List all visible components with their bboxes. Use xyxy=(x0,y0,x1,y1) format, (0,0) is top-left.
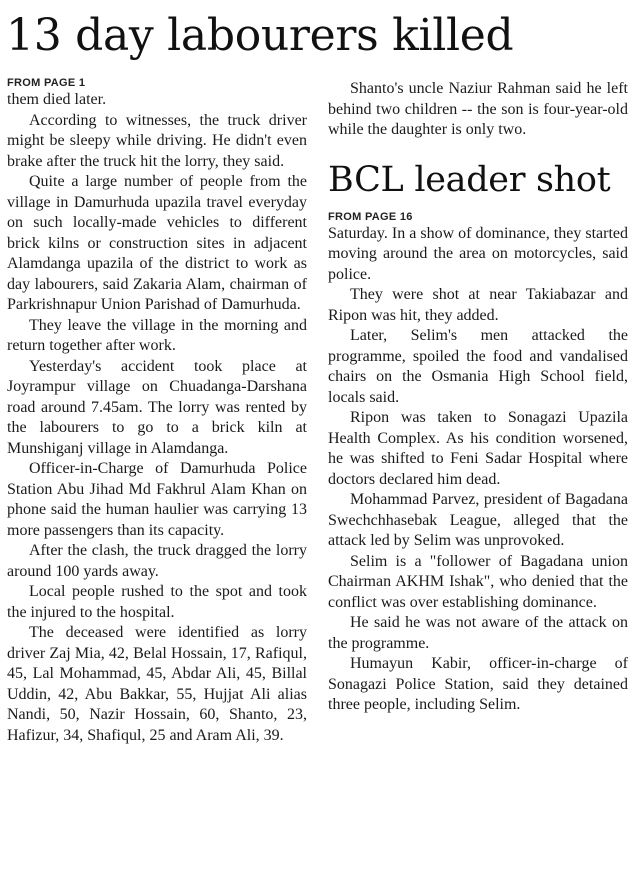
story1-paragraph: them died later. xyxy=(7,91,107,108)
story1-paragraph: Yesterday's accident took place at Joyrampur village on Chuadanga-Darshana road around 7.45am. The lorry was rented by the labourers to go to a brick kiln at Munshiganj village in Alamdanga. xyxy=(7,357,307,457)
story-column-right xyxy=(328,79,628,716)
story1-headline: 13 day labourers killed xyxy=(6,10,514,61)
story2-headline: BCL leader shot xyxy=(328,159,611,200)
story1-paragraph: According to witnesses, the truck driver might be sleepy while driving. He didn't even brake after the truck hit the lorry, they said. xyxy=(7,111,307,170)
story2-paragraph: He said he was not aware of the attack on the programme. xyxy=(328,614,628,652)
story2-paragraph: Saturday. In a show of dominance, they started moving around the area on motorcycles, said police. xyxy=(328,224,628,283)
story2-paragraph: They were shot at near Takiabazar and Ripon was hit, they added. xyxy=(328,286,628,324)
story1-paragraph: The deceased were identified as lorry driver Zaj Mia, 42, Belal Hossain, 17, Rafiqul, 45, Lal Mohammad, 45, Abdar Ali, 45, Billal Uddin, 42, Abu Bakkar, 55, Hujjat Ali alias Nandi, 50, Nazir Hossain, 60, Shanto, 23, Hafizur, 34, Shafiqul, 25 and Aram Ali, 39. xyxy=(7,624,307,744)
story2-paragraph: Humayun Kabir, officer-in-charge of Sonagazi Police Station, said they detained three people, including Selim. xyxy=(328,655,628,713)
story2-paragraph: Ripon was taken to Sonagazi Upazila Health Complex. As his condition worsened, he was shifted to Feni Sadar Hospital where doctors declared him dead. xyxy=(328,409,628,488)
story2-paragraph: Mohammad Parvez, president of Bagadana Swechchhasebak League, alleged that the attack led by Selim was unprovoked. xyxy=(328,491,628,549)
story1-paragraph: After the clash, the truck dragged the lorry around 100 yards away. xyxy=(7,542,307,580)
story1-paragraph: Shanto's uncle Naziur Rahman said he left behind two children -- the son is four-year-old while the daughter is only two. xyxy=(328,80,628,138)
story1-paragraph: Quite a large number of people from the village in Damurhuda upazila travel everyday on such locally-made vehicles to different brick kilns or construction sites in adjacent Alamdanga upazila of the district to work as day labourers, said Zakaria Alam, chairman of Parkrishnapur Union Parishad of Damurhuda. xyxy=(7,173,307,313)
story2-paragraph: Selim is a "follower of Bagadana union Chairman AKHM Ishak", who denied that the conflict was over establishing dominance. xyxy=(328,552,628,611)
story1-paragraph: Local people rushed to the spot and took the injured to the hospital. xyxy=(7,583,307,621)
story2-paragraph: Later, Selim's men attacked the programme, spoiled the food and vandalised chairs on the Osmania High School field, locals said. xyxy=(328,327,628,406)
story1-column-left xyxy=(7,77,307,746)
story1-kicker: FROM PAGE 1 xyxy=(7,77,86,89)
story1-paragraph: Officer-in-Charge of Damurhuda Police Station Abu Jihad Md Fakhrul Alam Khan on phone said the human haulier was carrying 13 more passengers than its capacity. xyxy=(7,460,307,539)
story1-paragraph: They leave the village in the morning and return together after work. xyxy=(7,316,307,354)
story2-kicker: FROM PAGE 16 xyxy=(328,210,413,223)
